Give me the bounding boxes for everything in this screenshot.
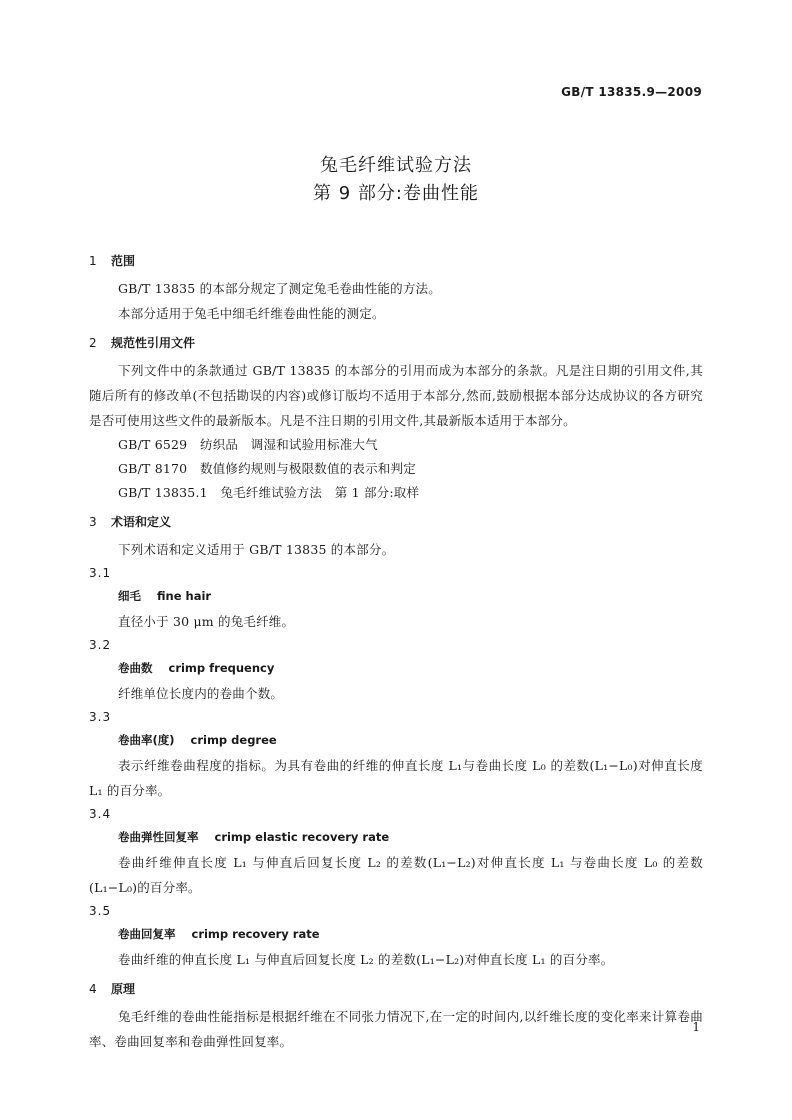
paragraph: 下列文件中的条款通过 GB/T 13835 的本部分的引用而成为本部分的条款。凡是注日期的引用文件,其随后所有的修改单(不包括勘误的内容)或修订版均不适用于本部分,然而,鼓励根据本部分达成协议的各方研究是否可使用这些文件的最新版本。凡是不注日期的引用文件,其最新版本适用于本部分。 xyxy=(89,363,703,428)
paragraph: 兔毛纤维的卷曲性能指标是根据纤维在不同张力情况下,在一定的时间内,以纤维长度的变化率来计算卷曲率、卷曲回复率和卷曲弹性回复率。 xyxy=(89,1009,703,1049)
term-name-en: crimp elastic recovery rate xyxy=(214,830,390,844)
normative-reference: GB/T 13835.1 兔毛纤维试验方法 第 1 部分:取样 xyxy=(118,485,420,500)
section-number: 3 xyxy=(89,515,97,529)
section-title: 原理 xyxy=(111,982,136,996)
section-title: 术语和定义 xyxy=(111,515,172,529)
term-number: 3.1 xyxy=(89,566,112,580)
term-name xyxy=(89,728,703,753)
document-body xyxy=(89,244,703,1054)
section-2-heading xyxy=(89,328,703,358)
normative-reference: GB/T 8170 数值修约规则与极限数值的表示和判定 xyxy=(118,461,416,476)
term-definition: 直径小于 30 μm 的兔毛纤维。 xyxy=(118,614,295,629)
section-1-heading xyxy=(89,246,703,276)
term-name xyxy=(89,922,703,947)
document-title xyxy=(0,152,792,208)
title-main: 兔毛纤维试验方法 xyxy=(320,155,472,176)
term-name-en: crimp frequency xyxy=(168,661,275,675)
section-title: 范围 xyxy=(111,254,136,268)
section-number: 2 xyxy=(89,336,97,350)
term-name-zh: 卷曲弹性回复率 xyxy=(118,830,199,844)
term-definition: 卷曲纤维伸直长度 L₁ 与伸直后回复长度 L₂ 的差数(L₁−L₂)对伸直长度 L₁ 与卷曲长度 L₀ 的差数(L₁−L₀)的百分率。 xyxy=(89,855,703,895)
term-name-en: crimp degree xyxy=(190,733,277,747)
normative-reference: GB/T 6529 纺织品 调湿和试验用标准大气 xyxy=(118,437,378,452)
term-number: 3.4 xyxy=(89,807,112,821)
term-number: 3.3 xyxy=(89,710,112,724)
term-name xyxy=(89,584,703,609)
section-title: 规范性引用文件 xyxy=(111,336,196,350)
standard-code: GB/T 13835.9—2009 xyxy=(561,85,702,99)
section-4-heading xyxy=(89,974,703,1004)
section-number: 4 xyxy=(89,982,97,996)
term-name-zh: 卷曲回复率 xyxy=(118,927,176,941)
term-name-zh: 卷曲率(度) xyxy=(118,733,175,747)
term-definition: 表示纤维卷曲程度的指标。为具有卷曲的纤维的伸直长度 L₁与卷曲长度 L₀ 的差数(L₁−L₀)对伸直长度 L₁ 的百分率。 xyxy=(89,758,703,798)
paragraph: GB/T 13835 的本部分规定了测定兔毛卷曲性能的方法。 xyxy=(118,281,441,296)
term-name-en: fine hair xyxy=(157,589,212,603)
term-definition: 纤维单位长度内的卷曲个数。 xyxy=(118,686,284,701)
term-number: 3.2 xyxy=(89,638,112,652)
term-name-zh: 细毛 xyxy=(118,589,141,603)
paragraph: 下列术语和定义适用于 GB/T 13835 的本部分。 xyxy=(118,542,395,557)
section-number: 1 xyxy=(89,254,97,268)
title-part: 第 9 部分:卷曲性能 xyxy=(313,183,479,204)
section-3-heading xyxy=(89,507,703,537)
term-name xyxy=(89,656,703,681)
paragraph: 本部分适用于兔毛中细毛纤维卷曲性能的测定。 xyxy=(118,306,385,321)
term-definition: 卷曲纤维的伸直长度 L₁ 与伸直后回复长度 L₂ 的差数(L₁−L₂)对伸直长度 L₁ 的百分率。 xyxy=(118,952,614,967)
page-number: 1 xyxy=(692,1020,700,1034)
term-name xyxy=(89,825,703,850)
term-number: 3.5 xyxy=(89,904,112,918)
term-name-zh: 卷曲数 xyxy=(118,661,153,675)
term-name-en: crimp recovery rate xyxy=(191,927,320,941)
